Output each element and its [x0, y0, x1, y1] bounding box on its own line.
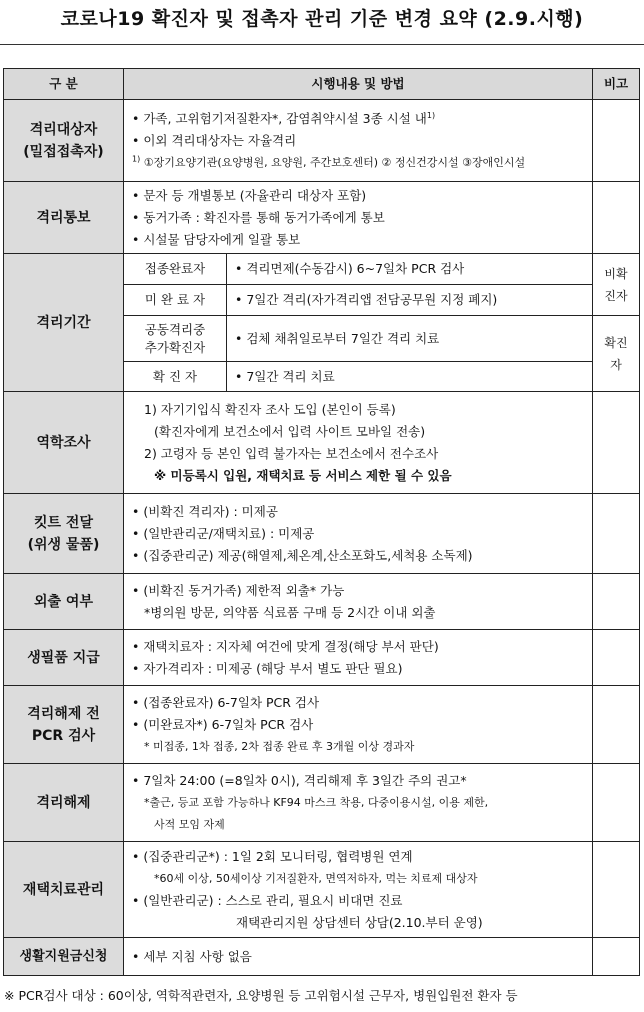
row-home-treatment [4, 842, 640, 938]
row-label: 격리기간 [4, 254, 124, 392]
row-content: • (집중관리군*) : 1일 2회 모니터링, 협력병원 연계 *60세 이상, 50세이상 기저질환자, 면역저하자, 먹는 치료제 대상자 • (일반관리군) : 스스로 관리, 필요시 비대면 진료 재택관리지원 상담센터 상담(2.10.부터 운영) [124, 842, 593, 938]
row-label: 생필품 지급 [4, 630, 124, 686]
row-note [593, 494, 640, 574]
row-note [593, 938, 640, 976]
row-label: 격리해제 전 PCR 검사 [4, 686, 124, 764]
sub-label: 미 완 료 자 [124, 285, 227, 316]
row-notification [4, 182, 640, 254]
row-note [593, 764, 640, 842]
header-note: 비고 [593, 69, 640, 100]
row-label: 외출 여부 [4, 574, 124, 630]
row-content: • 7일차 24:00 (=8일차 0시), 격리해제 후 3일간 주의 권고* *출근, 등교 포함 가능하나 KF94 마스크 착용, 다중이용시설, 이용 제한, 사적 모임 자제 [124, 764, 593, 842]
row-supplies [4, 630, 640, 686]
row-note [593, 392, 640, 494]
row-content: • (비확진 격리자) : 미제공 • (일반관리군/재택치료) : 미제공 • (집중관리군) 제공(해열제,체온계,산소포화도,세척용 소독제) [124, 494, 593, 574]
row-label: 격리대상자 (밀접접촉자) [4, 100, 124, 182]
sub-label: 접종완료자 [124, 254, 227, 285]
row-note [593, 574, 640, 630]
row-label: 킷트 전달 (위생 물품) [4, 494, 124, 574]
row-pcr [4, 686, 640, 764]
sub-label: 확 진 자 [124, 362, 227, 392]
note-non-confirmed: 비확 진자 [593, 254, 640, 316]
row-note [593, 182, 640, 254]
row-label: 생활지원금신청 [4, 938, 124, 976]
sub-content: • 검체 채취일로부터 7일간 격리 치료 [227, 316, 593, 362]
row-release [4, 764, 640, 842]
row-note [593, 686, 640, 764]
row-content: • 문자 등 개별통보 (자율관리 대상자 포함) • 동거가족 : 확진자를 통해 동거가족에게 통보 • 시설물 담당자에게 일괄 통보 [124, 182, 593, 254]
header-content: 시행내용 및 방법 [124, 69, 593, 100]
row-content: • 가족, 고위험기저질환자*, 감염취약시설 3종 시설 내$^{1)}$ • 이외 격리대상자는 자율격리 $^{1)}$ ①장기요양기관(요양병원, 요양원, 주간보호센터) ② 정신건강시설 ③장애인시설 [124, 100, 593, 182]
row-note [593, 842, 640, 938]
row-content: • (접종완료자) 6-7일차 PCR 검사 • (미완료자*) 6-7일차 PCR 검사 * 미접종, 1차 접종, 2차 접종 완료 후 3개월 이상 경과자 [124, 686, 593, 764]
note-confirmed: 확진 자 [593, 316, 640, 392]
title-divider [0, 44, 644, 45]
row-isolation-target [4, 100, 640, 182]
sub-content: • 7일간 격리(자가격리앱 전담공무원 지정 폐지) [227, 285, 593, 316]
header-row [4, 69, 640, 100]
summary-table [3, 68, 640, 976]
row-note [593, 100, 640, 182]
row-outing [4, 574, 640, 630]
row-label: 재택치료관리 [4, 842, 124, 938]
row-period-1 [4, 254, 640, 285]
row-label: 격리해제 [4, 764, 124, 842]
row-epi [4, 392, 640, 494]
footer-note: ※ PCR검사 대상 : 60이상, 역학적관련자, 요양병원 등 고위험시설 근무자, 병원입원전 환자 등 [4, 988, 518, 1003]
sub-label: 공동격리중 추가확진자 [124, 316, 227, 362]
row-note [593, 630, 640, 686]
row-content: • 세부 지침 사항 없음 [124, 938, 593, 976]
row-content: • (비확진 동거가족) 제한적 외출* 가능 *병의원 방문, 의약품 식료품 구매 등 2시간 이내 외출 [124, 574, 593, 630]
row-support [4, 938, 640, 976]
row-label: 역학조사 [4, 392, 124, 494]
sub-content: • 격리면제(수동감시) 6~7일차 PCR 검사 [227, 254, 593, 285]
row-content: • 재택치료자 : 지자체 여건에 맞게 결정(해당 부서 판단) • 자가격리자 : 미제공 (해당 부서 별도 판단 필요) [124, 630, 593, 686]
row-kit [4, 494, 640, 574]
header-category: 구 분 [4, 69, 124, 100]
row-content: 1) 자기기입식 확진자 조사 도입 (본인이 등록) (확진자에게 보건소에서 입력 사이트 모바일 전송) 2) 고령자 등 본인 입력 불가자는 보건소에서 전수조사 ※ 미등록시 입원, 재택치료 등 서비스 제한 될 수 있음 [124, 392, 593, 494]
page-title: 코로나19 확진자 및 접촉자 관리 기준 변경 요약 (2.9.시행) [60, 8, 584, 30]
row-label: 격리통보 [4, 182, 124, 254]
sub-content: • 7일간 격리 치료 [227, 362, 593, 392]
